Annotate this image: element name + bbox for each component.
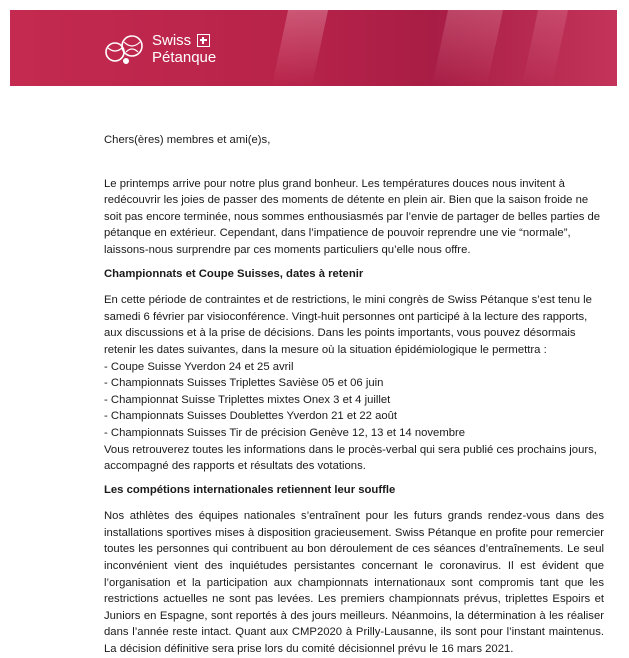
list-item: - Championnat Suisse Triplettes mixtes Onex 3 et 4 juillet [104, 392, 604, 409]
logo-line-1: Swiss [152, 32, 192, 49]
championships-outro: Vous retrouverez toutes les informations dans le procès-verbal qui sera publié ces prochains jours, accompagné des rapports et résultats des votations. [104, 443, 597, 473]
greeting: Chers(ères) membres et ami(e)s, [104, 134, 271, 146]
swiss-cross-icon [197, 34, 210, 47]
letter-body [104, 132, 604, 658]
list-item: - Championnats Suisses Doublettes Yverdon 21 et 22 août [104, 408, 604, 425]
banner-light-beam [272, 10, 328, 86]
dates-list [104, 359, 604, 442]
intro-paragraph: Le printemps arrive pour notre plus grand bonheur. Les températures douces nous invitent à redécouvrir les joies de passer des moments de détente en plein air. Bien que la saison froide ne soit pas encore terminée, nous sommes enthousiasmés par l’envie de partager de belles parties de pétanque en extérieur. Cependant, dans l’impatience de pouvoir reprendre une vie “normale”, laissons-nous surprendre par ces moments particuliers qu’elle nous offre. [104, 177, 601, 256]
logo-line-2: Pétanque [152, 49, 217, 66]
list-item: - Coupe Suisse Yverdon 24 et 25 avril [104, 359, 604, 376]
championships-paragraph: En cette période de contraintes et de restrictions, le mini congrès de Swiss Pétanque s’est tenu le samedi 6 février par visioconférence. Vingt-huit personnes ont participé à la lecture des rapports, aux discussions et à la prise de décisions. Dans les points importants, vous pouvez désormais retenir les dates suivantes, dans la mesure où la situation épidémiologique le permettra : [104, 294, 592, 356]
banner-light-beam [432, 10, 503, 86]
header-banner [10, 10, 617, 86]
banner-light-beam [522, 10, 568, 86]
section-heading-championships: Championnats et Coupe Suisses, dates à retenir [104, 267, 364, 280]
swiss-petanque-logo [102, 32, 216, 66]
list-item: - Championnats Suisses Triplettes Savièse 05 et 06 juin [104, 375, 604, 392]
petanque-balls-icon [102, 32, 146, 66]
logo-wordmark [152, 32, 216, 66]
international-paragraph: Nos athlètes des équipes nationales s’entraînent pour les futurs grands rendez-vous dans des installations sportives mises à disposition gracieusement. Swiss Pétanque en profite pour remercier toutes les personnes qui contribuent au bon déroulement de ces séances d’entraînements. Le seul inconvénient vient des inquiétudes persistantes concernant le coronavirus. Il est évident que l’organisation et la participation aux championnats internationaux sont compromis tant que les restrictions actuelles ne sont pas levées. Les premiers championnats prévus, triplettes Espoirs et Juniors en Espagne, sont reportés à des jours meilleurs. Néanmoins, la détermination à les réaliser dans l’année reste intact. Quant aux CMP2020 à Prilly-Lausanne, ils sont pour l’instant maintenus. La décision définitive sera prise lors du comité décisionnel prévu le 16 mars 2021. [104, 510, 604, 656]
list-item: - Championnats Suisses Tir de précision Genève 12, 13 et 14 novembre [104, 425, 604, 442]
section-heading-international: Les compétions internationales retiennent leur souffle [104, 483, 396, 496]
